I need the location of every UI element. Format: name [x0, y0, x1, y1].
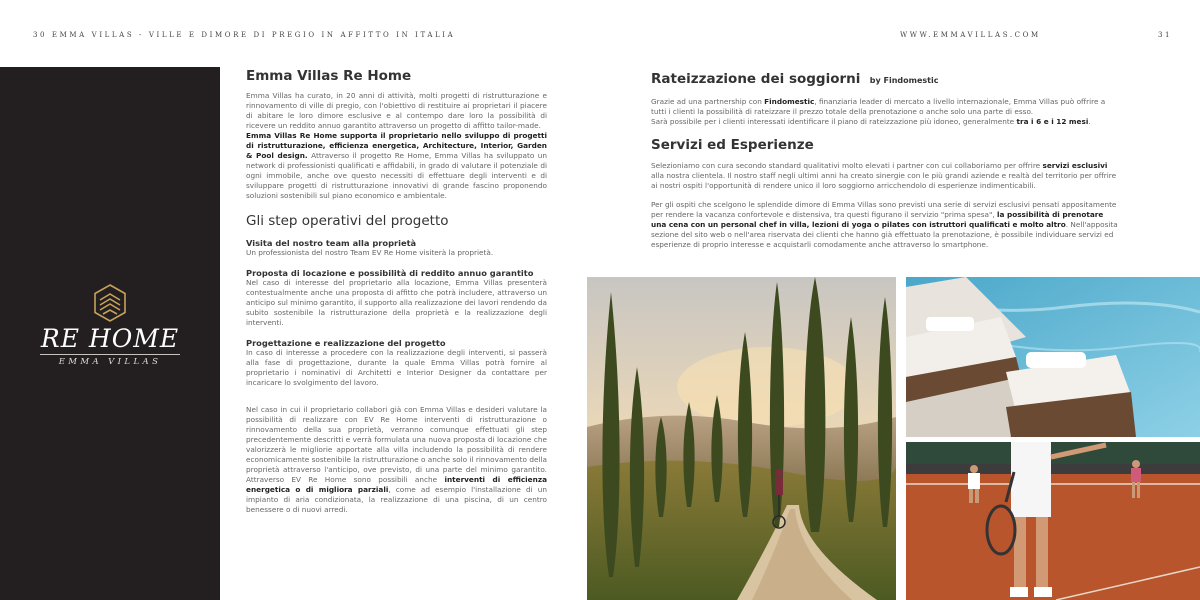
- services-intro: Selezioniamo con cura secondo standard qualitativi molto elevati i partner con cui collaboriamo per offrire: [651, 161, 1043, 170]
- rehome-intro: Emma Villas ha curato, in 20 anni di attività, molti progetti di ristrutturazione e rinnovamento di ville di pregio, con l'obiettivo di restituire ai proprietari il piacere di abitare le loro dimore esclusive e al contempo dare loro la possibilità di ricevere un reddito annuo garantito attraverso un progetto di affitto tailor-made.: [246, 91, 547, 130]
- hexagon-house-icon: [92, 283, 128, 323]
- re-home-logo: [0, 283, 220, 367]
- page-number: 31: [1158, 31, 1173, 39]
- chef-yoga-highlight: la possibilità di prenotare una cena con un personal chef in villa, lezioni di yoga o pilates con istruttori qualificati e molto altro: [651, 210, 1104, 229]
- rehome-highlight: Emma Villas Re Home supporta il proprietario nello sviluppo di progetti di ristrutturazione, efficienza energetica, Architecture, Interior, Garden & Pool design.: [246, 131, 547, 160]
- pool-loungers-photo: [906, 277, 1200, 437]
- existing-owner-examples: , come ad esempio l'installazione di un impianto di aria condizionata, la realizzazione di una piscina, di un centro benessere o di nuovi arredi.: [246, 485, 547, 514]
- tennis-court-photo: [906, 442, 1200, 600]
- services-guests-text: Per gli ospiti che scelgono le splendide dimore di Emma Villas sono previsti una serie di servizi esclusivi pensati appositamente per rendere la vacanza confortevole e distensiva, tra questi figurano il servizio "prima spesa",: [651, 200, 1117, 219]
- installments-title: Rateizzazione dei soggiorni: [651, 71, 861, 87]
- installments-partner: by Findomestic: [869, 76, 939, 85]
- step-3-title: Progettazione e realizzazione del progetto: [246, 338, 446, 348]
- installments-description: , finanziaria leader di mercato a livello internazionale, Emma Villas può offrire a tutti i clienti la possibilità di rateizzare il prezzo totale della prenotazione o anche solo una parte di esso.: [651, 97, 1106, 116]
- installments-period: .: [1088, 117, 1091, 126]
- running-header: 30 EMMA VILLAS - VILLE E DIMORE DI PREGIO IN AFFITTO IN ITALIA: [33, 31, 456, 39]
- services-text-1: [651, 161, 1121, 191]
- exclusive-services-highlight: servizi esclusivi: [1042, 161, 1108, 170]
- rehome-section: [246, 68, 547, 515]
- step-3-text: In caso di interesse a procedere con la realizzazione degli interventi, si passerà alla fase di progettazione, durante la quale Emma Villas potrà fornire al proprietario i nominativi di Architetti e Interior Designer da contattare per incaricare lo svolgimento del lavoro.: [246, 348, 547, 387]
- logo-title: RE HOME: [40, 324, 180, 353]
- services-description: alla nostra clientela. Il nostro staff negli ultimi anni ha creato sinergie con le più grandi aziende e realtà del territorio per offrire ai nostri ospiti l'opportunità di rendere unico il loro soggiorno arricchendolo di esperienze indimenticabili.: [651, 171, 1117, 190]
- installments-heading: [651, 71, 1121, 87]
- services-text-2: [651, 200, 1121, 250]
- existing-owner-text: Nel caso in cui il proprietario collabori già con Emma Villas e desideri valutare la possibilità di realizzare con EV Re Home interventi di ristrutturazione o rinnovamento della sua proprietà, verranno comunque effettuati gli step precedentemente descritti e verrà formulata una nuova proposta di locazione che valorizzerà le migliorie apportate alla villa includendo la possibilità di rendere economicamente sostenibile la ristrutturazione o anche solo il rinnovamento della proprietà attraverso l'anticipo, ove previsto, di una parte del minimo garantito. Attraverso EV Re Home sono possibili anche: [246, 405, 547, 484]
- rehome-network-text: Attraverso il progetto Re Home, Emma Villas ha sviluppato un network di professionisti qualificati e affidabili, in grado di valutare il potenziale di ogni immobile, anche ove questo necessiti di effettuare degli interventi e di sviluppare progetti di ristrutturazione innovativi di grande fascino proponendo soluzioni sostenibili sul piano economico e ambientale.: [246, 151, 547, 200]
- step-1-title: Visita del nostro team alla proprietà: [246, 238, 417, 248]
- findomestic-highlight: Findomestic: [764, 97, 815, 106]
- steps-title: Gli step operativi del progetto: [246, 213, 449, 229]
- step-1-text: Un professionista del nostro Team EV Re Home visiterà la proprietà.: [246, 248, 494, 257]
- energy-efficiency-highlight: interventi di efficienza energetica o di migliora parziali: [246, 475, 547, 494]
- installments-text-1: [651, 97, 1121, 117]
- services-website-text: . Nell'apposita sezione del sito web o nell'area riservata dei clienti che hanno già effettuato la prenotazione, è possibile individuare servizi ed esperienze di proprio interesse e acquistarli comodamente anche attraverso lo smartphone.: [651, 220, 1118, 249]
- step-2-title: Proposta di locazione e possibilità di reddito annuo garantito: [246, 268, 534, 278]
- installments-months: tra i 6 e i 12 mesi: [1016, 117, 1089, 126]
- rehome-paragraph-2: [246, 131, 547, 201]
- logo-subtitle: EMMA VILLAS: [58, 357, 162, 367]
- rehome-title: Emma Villas Re Home: [246, 68, 412, 84]
- installments-plan-text: Sarà possibile per i clienti interessati identificare il piano di rateizzazione più idoneo, generalmente: [651, 117, 1017, 126]
- installments-text-2: [651, 117, 1121, 127]
- existing-owner-paragraph: [246, 405, 547, 515]
- installments-intro: Grazie ad una partnership con: [651, 97, 765, 106]
- step-2-text: Nel caso di interesse del proprietario alla locazione, Emma Villas presenterà contestualmente anche una proposta di affitto che potrà includere, attraverso un anticipo sul minimo garantito, il supporto alla realizzazione dei lavori rendendo da subito sostenibile la ristrutturazione della proprietà e la realizzazione degli interventi.: [246, 278, 547, 327]
- services-title: Servizi ed Esperienze: [651, 137, 814, 153]
- right-text-section: [651, 71, 1121, 250]
- tuscany-cypress-photo: [587, 277, 896, 600]
- website-url[interactable]: WWW.EMMAVILLAS.COM: [900, 31, 1041, 39]
- logo-divider: [40, 354, 180, 355]
